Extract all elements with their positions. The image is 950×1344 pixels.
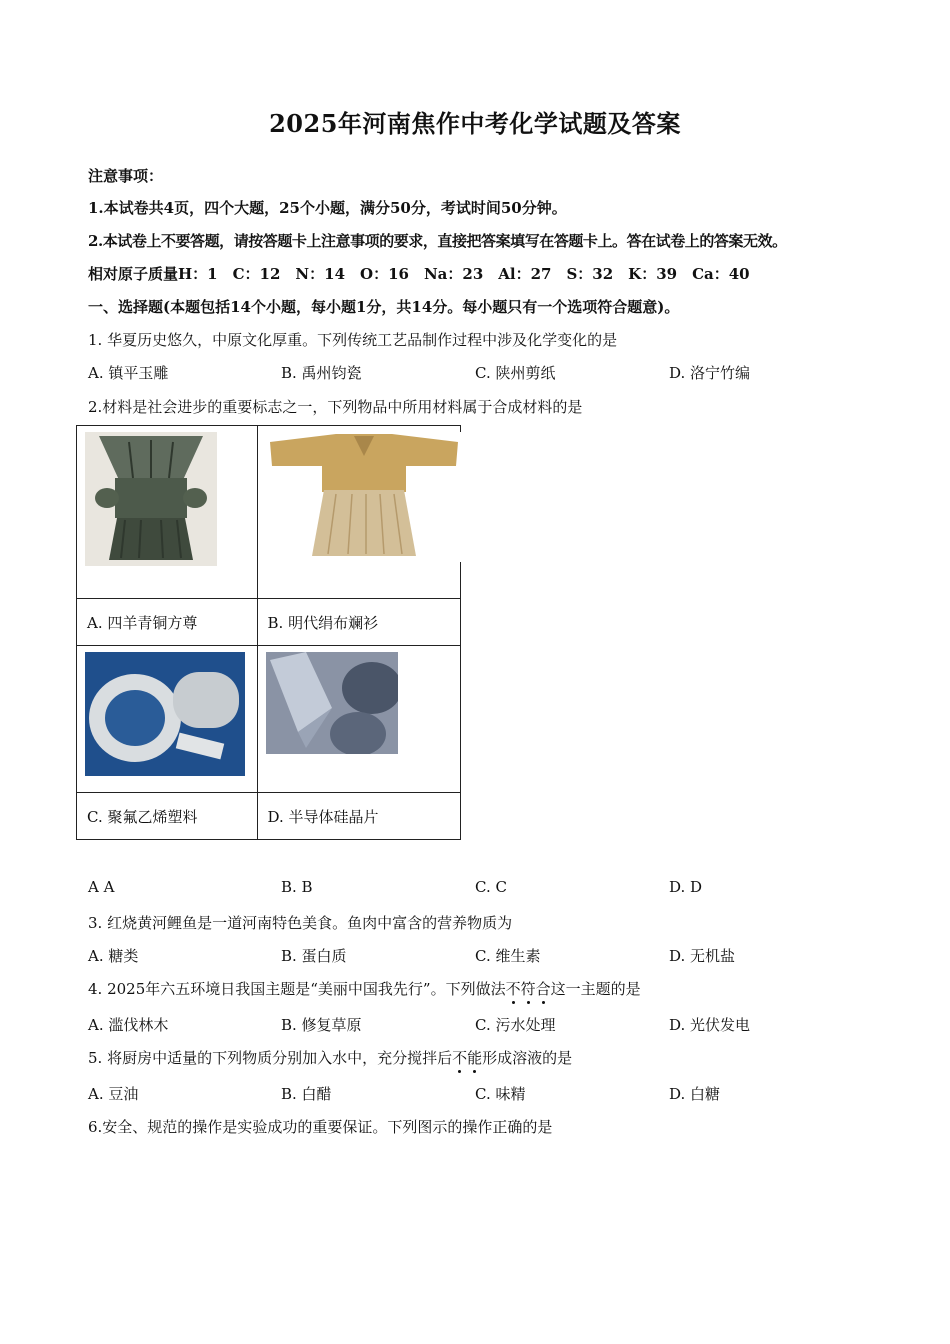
question-4-emphasis bbox=[506, 980, 551, 998]
notice-heading: 注意事项： bbox=[88, 167, 164, 185]
question-3-option-d: D. 无机盐 bbox=[669, 947, 736, 965]
question-4-stem bbox=[88, 978, 641, 999]
notice-item-2: 2.本试卷上不要答题，请按答题卡上注意事项的要求，直接把答案填写在答题卡上。答在试卷上的答案无效。 bbox=[88, 232, 787, 250]
silicon-wafer-image bbox=[266, 652, 398, 754]
question-4-option-a: A. 滥伐林木 bbox=[88, 1016, 169, 1034]
question-2-option-d: D. D bbox=[669, 878, 703, 896]
question-3-stem: 3. 红烧黄河鲤鱼是一道河南特色美食。鱼肉中富含的营养物质为 bbox=[88, 914, 513, 932]
emphasis-char: 能 bbox=[467, 1049, 483, 1067]
question-5-option-c: C. 味精 bbox=[475, 1085, 526, 1103]
question-1-option-a: A. 镇平玉雕 bbox=[88, 364, 169, 382]
emphasis-char: 合 bbox=[535, 980, 551, 998]
page-title: 2025年河南焦作中考化学试题及答案 bbox=[269, 109, 681, 138]
question-5-option-a: A. 豆油 bbox=[88, 1085, 139, 1103]
question-5-emphasis-text bbox=[452, 1049, 482, 1067]
atomic-mass-line: 相对原子质量H：1 C：12 N：14 O：16 Na：23 Al：27 S：32 K：39 Ca：40 bbox=[88, 265, 750, 283]
ming-robe-image bbox=[266, 432, 462, 562]
ptfe-plastic-image bbox=[85, 652, 245, 776]
question-5-stem-start: 5. 将厨房中适量的下列物质分别加入水中，充分搅拌后 bbox=[88, 1049, 453, 1067]
ptfe-cell bbox=[77, 646, 258, 793]
question-4-option-d: D. 光伏发电 bbox=[669, 1016, 751, 1034]
question-3-option-a: A. 糖类 bbox=[88, 947, 139, 965]
question-4-option-b: B. 修复草原 bbox=[281, 1016, 362, 1034]
question-1-option-d: D. 洛宁竹编 bbox=[669, 364, 751, 382]
question-1-stem: 1. 华夏历史悠久，中原文化厚重。下列传统工艺品制作过程中涉及化学变化的是 bbox=[88, 331, 618, 349]
question-2-option-a: A A bbox=[88, 878, 115, 896]
emphasis-char: 符 bbox=[520, 980, 536, 998]
silicon-wafer-cell bbox=[257, 646, 460, 793]
materials-table bbox=[76, 425, 461, 840]
question-3-option-c: C. 维生素 bbox=[475, 947, 541, 965]
question-5-emphasis bbox=[452, 1049, 482, 1067]
question-5-stem-end: 形成溶液的是 bbox=[482, 1049, 573, 1067]
question-4-emphasis-text bbox=[506, 980, 551, 998]
table-label-a: A. 四羊青铜方尊 bbox=[77, 599, 258, 646]
section-1-heading: 一、选择题(本题包括14个小题，每小题1分，共14分。每小题只有一个选项符合题意)。 bbox=[88, 298, 680, 316]
question-5-option-d: D. 白糖 bbox=[669, 1085, 721, 1103]
bronze-zun-image bbox=[85, 432, 217, 566]
question-1-option-c: C. 陕州剪纸 bbox=[475, 364, 556, 382]
emphasis-char: 不 bbox=[452, 1049, 468, 1067]
emphasis-char: 不 bbox=[505, 980, 521, 998]
question-4-stem-start: 4. 2025年六五环境日我国主题是“美丽中国我先行”。下列做法 bbox=[88, 980, 506, 998]
question-5-stem bbox=[88, 1047, 572, 1068]
question-4-option-c: C. 污水处理 bbox=[475, 1016, 556, 1034]
bronze-zun-cell bbox=[77, 426, 258, 599]
question-1-option-b: B. 禹州钧瓷 bbox=[281, 364, 362, 382]
question-2-option-c: C. C bbox=[475, 878, 507, 896]
question-5-option-b: B. 白醋 bbox=[281, 1085, 332, 1103]
question-6-stem: 6.安全、规范的操作是实验成功的重要保证。下列图示的操作正确的是 bbox=[88, 1118, 553, 1136]
table-label-c: C. 聚氟乙烯塑料 bbox=[77, 793, 258, 840]
table-label-d: D. 半导体硅晶片 bbox=[257, 793, 460, 840]
question-2-stem: 2.材料是社会进步的重要标志之一，下列物品中所用材料属于合成材料的是 bbox=[88, 398, 583, 416]
table-label-b: B. 明代绢布斓衫 bbox=[257, 599, 460, 646]
ming-robe-cell bbox=[257, 426, 460, 599]
question-3-option-b: B. 蛋白质 bbox=[281, 947, 347, 965]
notice-item-1: 1.本试卷共4页，四个大题，25个小题，满分50分，考试时间50分钟。 bbox=[88, 199, 567, 217]
question-4-stem-end: 这一主题的是 bbox=[550, 980, 641, 998]
question-2-option-b: B. B bbox=[281, 878, 313, 896]
